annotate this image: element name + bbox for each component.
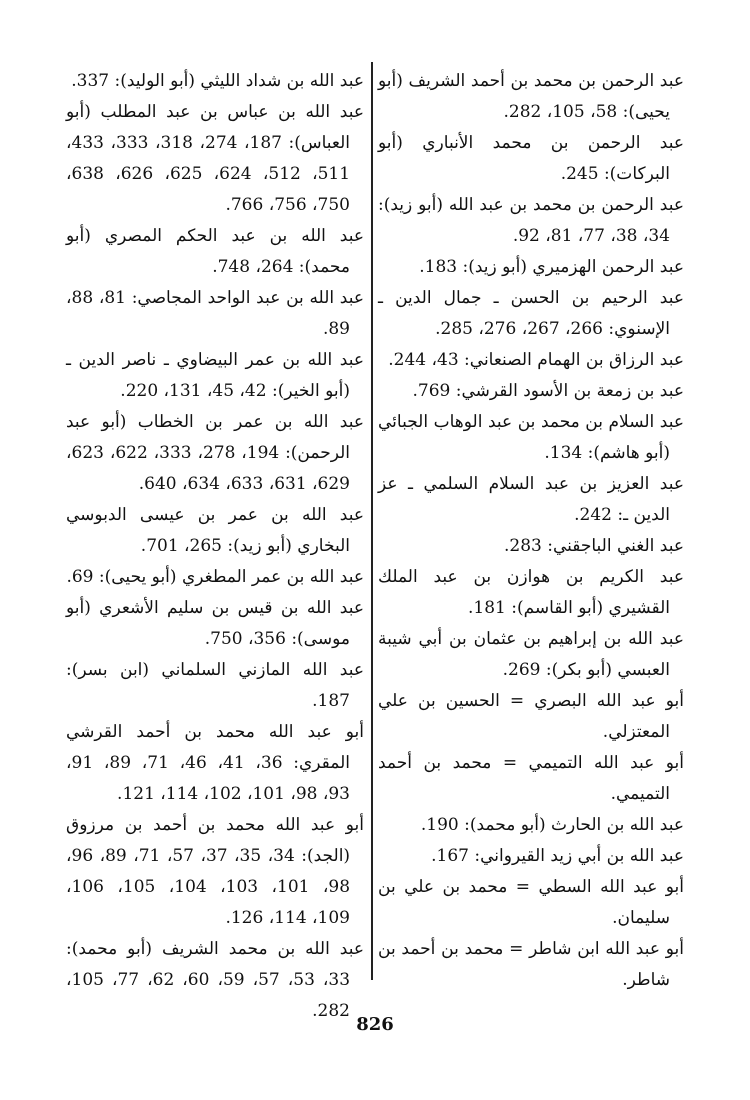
index-entry: عبد الرحمن بن محمد بن أحمد الشريف (أبو يحيى): 58، 105، 282.	[378, 71, 684, 122]
index-entry: عبد السلام بن محمد بن عبد الوهاب الجبائي (أبو هاشم): 134.	[378, 412, 684, 463]
page-number: 826	[356, 1014, 394, 1035]
index-entry: عبد الله بن محمد الشريف (أبو محمد): 33، 53، 57، 59، 60، 62، 77، 105، 282.	[66, 939, 364, 1021]
index-entry: أبو عبد الله السطي = محمد بن علي بن سليمان.	[378, 877, 684, 928]
index-entry: أبو عبد الله محمد بن أحمد القرشي المقري: 36، 41، 46، 71، 89، 91، 93، 98، 101، 102، 114، 121.	[66, 722, 364, 804]
index-entry: عبد الغني الباجقني: 283.	[503, 536, 684, 556]
index-entry: عبد الكريم بن هوازن بن عبد الملك القشيري (أبو القاسم): 181.	[378, 567, 684, 618]
index-entry: عبد الله بن أبي زيد القيرواني: 167.	[431, 846, 684, 866]
column-divider	[371, 62, 373, 980]
index-entry: أبو عبد الله التميمي = محمد بن أحمد التميمي.	[378, 753, 684, 804]
index-entry: عبد الرحمن الهزميري (أبو زيد): 183.	[419, 257, 684, 277]
index-entry: عبد الله بن عمر المطغري (أبو يحيى): 69.	[66, 567, 364, 587]
index-entry: عبد الله بن إبراهيم بن عثمان بن أبي شيبة العبسي (أبو بكر): 269.	[378, 629, 684, 680]
index-column-left	[66, 66, 364, 1027]
index-entry: عبد الله المازني السلماني (ابن بسر): 187.	[66, 660, 364, 711]
index-entry: عبد الرحيم بن الحسن ـ جمال الدين ـ الإسنوي: 266، 267، 276، 285.	[378, 288, 684, 339]
index-entry: عبد الله بن عبد الحكم المصري (أبو محمد): 264، 748.	[66, 226, 364, 277]
index-entry: أبو عبد الله ابن شاطر = محمد بن أحمد بن شاطر.	[378, 939, 684, 990]
index-entry: أبو عبد الله البصري = الحسين بن علي المعتزلي.	[378, 691, 684, 742]
index-entry: عبد الرحمن بن محمد الأنباري (أبو البركات): 245.	[378, 133, 684, 184]
index-column-right	[378, 66, 684, 996]
index-entry: عبد الله بن عمر بن عيسى الدبوسي البخاري (أبو زيد): 265، 701.	[66, 505, 364, 556]
index-entry: أبو عبد الله محمد بن أحمد بن مرزوق (الجد): 34، 35، 37، 57، 71، 89، 96، 98، 101، 103، 104، 105، 106، 109، 114، 126.	[66, 815, 364, 928]
index-entry: عبد الله بن عمر البيضاوي ـ ناصر الدين ـ (أبو الخير): 42، 45، 131، 220.	[66, 350, 364, 401]
index-entry: عبد العزيز بن عبد السلام السلمي ـ عز الدين ـ: 242.	[378, 474, 684, 525]
index-entry: عبد الله بن قيس بن سليم الأشعري (أبو موسى): 356، 750.	[66, 598, 364, 649]
index-entry: عبد الله بن عباس بن عبد المطلب (أبو العباس): 187، 274، 318، 333، 433، 511، 512، 624، 625، 626، 638، 750، 756، 766.	[66, 102, 364, 215]
index-entry: عبد الله بن شداد الليثي (أبو الوليد): 337.	[71, 71, 364, 91]
index-entry: عبد الله بن الحارث (أبو محمد): 190.	[420, 815, 684, 835]
index-entry: عبد الرزاق بن الهمام الصنعاني: 43، 244.	[388, 350, 684, 370]
index-entry: عبد الله بن عبد الواحد المجاصي: 81، 88، 89.	[66, 288, 364, 339]
index-entry: عبد الرحمن بن محمد بن عبد الله (أبو زيد): 34، 38، 77، 81، 92.	[378, 195, 684, 246]
index-entry: عبد بن زمعة بن الأسود القرشي: 769.	[412, 381, 684, 401]
index-entry: عبد الله بن عمر بن الخطاب (أبو عبد الرحمن): 194، 278، 333، 622، 623، 629، 631، 633، 634، 640.	[66, 412, 364, 494]
